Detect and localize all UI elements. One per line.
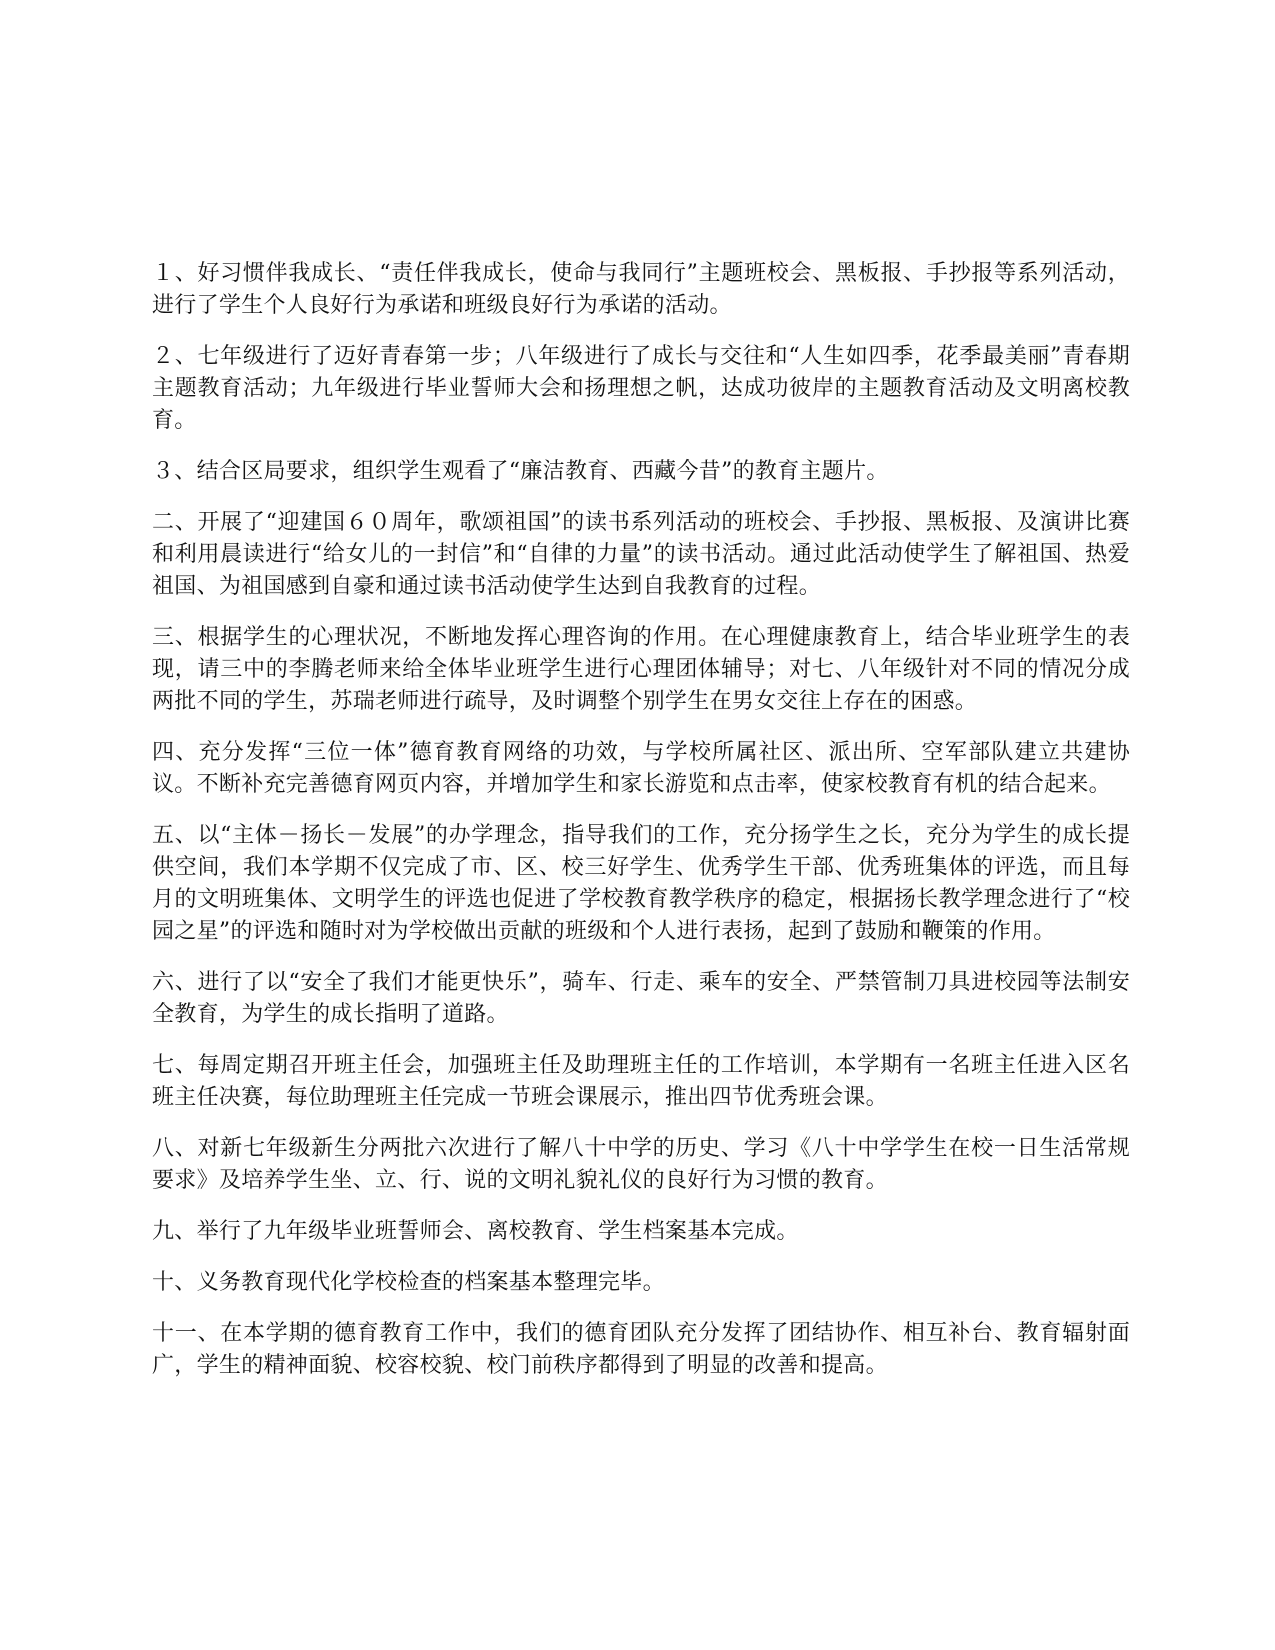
paragraph-team-summary: 十一、在本学期的德育教育工作中，我们的德育团队充分发挥了团结协作、相互补台、教育辐射面广，学生的精神面貌、校容校貌、校门前秩序都得到了明显的改善和提高。 xyxy=(152,1321,1130,1378)
paragraph-habit-growth: １、好习惯伴我成长、“责任伴我成长，使命与我同行”主题班校会、黑板报、手抄报等系列活动，进行了学生个人良好行为承诺和班级良好行为承诺的活动。 xyxy=(152,261,1130,318)
paragraph-teacher-meetings: 七、每周定期召开班主任会，加强班主任及助理班主任的工作培训，本学期有一名班主任进入区名班主任决赛，每位助理班主任完成一节班会课展示，推出四节优秀班会课。 xyxy=(152,1053,1130,1110)
paragraph-three-in-one: 四、充分发挥“三位一体”德育教育网络的功效，与学校所属社区、派出所、空军部队建立共建协议。不断补充完善德育网页内容，并增加学生和家长游览和点击率，使家校教育有机的结合起来。 xyxy=(152,740,1130,797)
document-body xyxy=(152,258,1130,1401)
paragraph-reading-series: 二、开展了“迎建国６０周年，歌颂祖国”的读书系列活动的班校会、手抄报、黑板报、及演讲比赛和利用晨读进行“给女儿的一封信”和“自律的力量”的读书活动。通过此活动使学生了解祖国、热爱祖国、为祖国感到自豪和通过读书活动使学生达到自我教育的过程。 xyxy=(152,510,1130,599)
paragraph-grade-activities: ２、七年级进行了迈好青春第一步；八年级进行了成长与交往和“人生如四季，花季最美丽”青春期主题教育活动；九年级进行毕业誓师大会和扬理想之帆，达成功彼岸的主题教育活动及文明离校教育。 xyxy=(152,344,1130,433)
paragraph-school-philosophy: 五、以“主体－扬长－发展”的办学理念，指导我们的工作，充分扬学生之长，充分为学生的成长提供空间，我们本学期不仅完成了市、区、校三好学生、优秀学生干部、优秀班集体的评选，而且每月的文明班集体、文明学生的评选也促进了学校教育教学秩序的稳定，根据扬长教学理念进行了“校园之星”的评选和随时对为学校做出贡献的班级和个人进行表扬，起到了鼓励和鞭策的作用。 xyxy=(152,823,1130,944)
paragraph-graduation: 九、举行了九年级毕业班誓师会、离校教育、学生档案基本完成。 xyxy=(152,1219,799,1244)
paragraph-theme-film: ３、结合区局要求，组织学生观看了“廉洁教育、西藏今昔”的教育主题片。 xyxy=(152,459,889,484)
paragraph-archives: 十、义务教育现代化学校检查的档案基本整理完毕。 xyxy=(152,1270,665,1295)
paragraph-psych-counseling: 三、根据学生的心理状况，不断地发挥心理咨询的作用。在心理健康教育上，结合毕业班学生的表现，请三中的李腾老师来给全体毕业班学生进行心理团体辅导；对七、八年级针对不同的情况分成两批不同的学生，苏瑞老师进行疏导，及时调整个别学生在男女交往上存在的困惑。 xyxy=(152,625,1130,714)
paragraph-new-students: 八、对新七年级新生分两批六次进行了解八十中学的历史、学习《八十中学学生在校一日生活常规要求》及培养学生坐、立、行、说的文明礼貌礼仪的良好行为习惯的教育。 xyxy=(152,1136,1130,1193)
paragraph-safety-education: 六、进行了以“安全了我们才能更快乐”，骑车、行走、乘车的安全、严禁管制刀具进校园等法制安全教育，为学生的成长指明了道路。 xyxy=(152,970,1130,1027)
